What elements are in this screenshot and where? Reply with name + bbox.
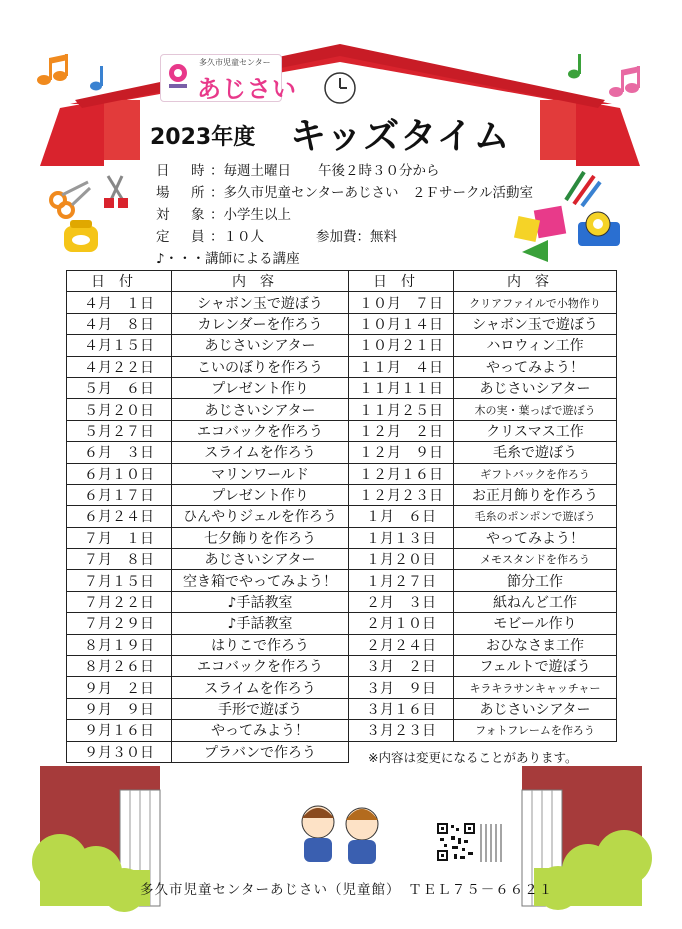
cell-content: はりこで作ろう bbox=[172, 634, 349, 655]
cell-content: 毛糸のポンポンで遊ぼう bbox=[454, 506, 617, 527]
cell-content: 毛糸で遊ぼう bbox=[454, 442, 617, 463]
cell-date: ６月 ３日 bbox=[67, 442, 172, 463]
cell-date: ６月１７日 bbox=[67, 484, 172, 505]
cell-content: おひなさま工作 bbox=[454, 634, 617, 655]
cell-content: クリアファイルで小物作り bbox=[454, 292, 617, 313]
table-row bbox=[67, 420, 617, 441]
cell-date: ５月２７日 bbox=[67, 420, 172, 441]
cell-content: 空き箱でやってみよう！ bbox=[172, 570, 349, 591]
cell-content: やってみよう！ bbox=[454, 356, 617, 377]
cell-content: ハロウィン工作 bbox=[454, 335, 617, 356]
qr-code-icon bbox=[436, 822, 476, 862]
cell-content: クリスマス工作 bbox=[454, 420, 617, 441]
music-note-icon bbox=[37, 54, 68, 85]
table-row bbox=[67, 313, 617, 334]
cell-date: ３月２３日 bbox=[349, 720, 454, 741]
fee-label: 参加費：無料 bbox=[316, 229, 397, 245]
table-row bbox=[67, 720, 617, 741]
year-label: 2023年度 bbox=[150, 125, 256, 150]
cell-content: 手形で遊ぼう bbox=[172, 698, 349, 719]
tape-icon bbox=[578, 212, 620, 246]
clock-icon bbox=[325, 73, 355, 103]
cell-date: １０月１４日 bbox=[349, 313, 454, 334]
cell-content: エコバックを作ろう bbox=[172, 656, 349, 677]
cell-date: １１月 ４日 bbox=[349, 356, 454, 377]
cell-content: あじさいシアター bbox=[172, 549, 349, 570]
table-row bbox=[67, 442, 617, 463]
table-row bbox=[67, 698, 617, 719]
col-header-date: 日付 bbox=[349, 271, 454, 292]
cell-content: やってみよう！ bbox=[454, 527, 617, 548]
cell-date: １２月２３日 bbox=[349, 484, 454, 505]
cell-date: １月１３日 bbox=[349, 527, 454, 548]
pencils-icon bbox=[566, 172, 600, 206]
qr-caption-graphic bbox=[478, 822, 504, 864]
footer-contact: 多久市児童センターあじさい（児童館） ＴＥＬ７５－６６２１ bbox=[140, 882, 554, 898]
cell-date: ７月２２日 bbox=[67, 591, 172, 612]
cell-date: １０月２１日 bbox=[349, 335, 454, 356]
cell-date: ６月２４日 bbox=[67, 506, 172, 527]
cell-date: ３月 ２日 bbox=[349, 656, 454, 677]
cell-date: ４月 １日 bbox=[67, 292, 172, 313]
cell-content: 節分工作 bbox=[454, 570, 617, 591]
music-note-icon bbox=[568, 54, 581, 79]
cell-content: あじさいシアター bbox=[454, 698, 617, 719]
cell-date: ９月 ２日 bbox=[67, 677, 172, 698]
cell-content: エコバックを作ろう bbox=[172, 420, 349, 441]
cell-content: ひんやりジェルを作ろう bbox=[172, 506, 349, 527]
info-block bbox=[156, 160, 533, 270]
cell-content: こいのぼりを作ろう bbox=[172, 356, 349, 377]
table-row bbox=[67, 463, 617, 484]
logo-title: あじさい bbox=[197, 75, 297, 103]
cell-content: メモスタンドを作ろう bbox=[454, 549, 617, 570]
cell-date: ７月１５日 bbox=[67, 570, 172, 591]
table-row bbox=[67, 613, 617, 634]
cell-date: ９月３０日 bbox=[67, 741, 172, 762]
col-header-content: 内容 bbox=[454, 271, 617, 292]
table-row bbox=[67, 292, 617, 313]
cell-date: ４月２２日 bbox=[67, 356, 172, 377]
table-row bbox=[67, 506, 617, 527]
table-row bbox=[67, 484, 617, 505]
cell-date: ７月２９日 bbox=[67, 613, 172, 634]
cell-date: １２月１６日 bbox=[349, 463, 454, 484]
cell-content: やってみよう！ bbox=[172, 720, 349, 741]
cell-content: ギフトバックを作ろう bbox=[454, 463, 617, 484]
cell-date: １１月１１日 bbox=[349, 377, 454, 398]
schedule-table bbox=[66, 270, 617, 763]
cell-content: あじさいシアター bbox=[172, 335, 349, 356]
cell-date: ５月 ６日 bbox=[67, 377, 172, 398]
logo-subtitle: 多久市児童センター bbox=[199, 58, 271, 67]
cell-content: フォトフレームを作ろう bbox=[454, 720, 617, 741]
cell-content: マリンワールド bbox=[172, 463, 349, 484]
cell-date: ５月２０日 bbox=[67, 399, 172, 420]
cell-date: ２月２４日 bbox=[349, 634, 454, 655]
cell-content: プラバンで作ろう bbox=[172, 741, 349, 762]
cell-date: ８月２６日 bbox=[67, 656, 172, 677]
table-row bbox=[67, 677, 617, 698]
glue-icon bbox=[64, 220, 98, 252]
cell-content: 木の実・葉っぱで遊ぼう bbox=[454, 399, 617, 420]
table-row bbox=[67, 656, 617, 677]
cell-date: ２月 ３日 bbox=[349, 591, 454, 612]
children-icon bbox=[302, 806, 378, 864]
table-header-row bbox=[67, 271, 617, 292]
cell-date: １２月 ９日 bbox=[349, 442, 454, 463]
table-row bbox=[67, 549, 617, 570]
page-title: キッズタイム bbox=[290, 116, 511, 157]
cell-date: １月２０日 bbox=[349, 549, 454, 570]
info-row-datetime: 日 時 ：毎週土曜日 午後２時３０分から bbox=[156, 163, 440, 179]
cell-date: ３月 ９日 bbox=[349, 677, 454, 698]
table-row bbox=[67, 634, 617, 655]
col-header-date: 日付 bbox=[67, 271, 172, 292]
cell-content: スライムを作ろう bbox=[172, 442, 349, 463]
cell-content: あじさいシアター bbox=[454, 377, 617, 398]
music-note-icon bbox=[90, 66, 103, 91]
info-row-target: 対 象 ：小学生以上 bbox=[156, 207, 291, 223]
cell-content: あじさいシアター bbox=[172, 399, 349, 420]
table-row bbox=[67, 356, 617, 377]
cell-content: モビール作り bbox=[454, 613, 617, 634]
scissors-icon bbox=[104, 176, 128, 208]
cell-content: スライムを作ろう bbox=[172, 677, 349, 698]
cell-content: シャボン玉で遊ぼう bbox=[172, 292, 349, 313]
info-row-capacity: 定 員 ：１０人 参加費：無料 bbox=[156, 226, 533, 248]
cell-content: プレゼント作り bbox=[172, 484, 349, 505]
cell-content: フェルトで遊ぼう bbox=[454, 656, 617, 677]
table-row bbox=[67, 527, 617, 548]
cell-content: キラキラサンキャッチャー bbox=[454, 677, 617, 698]
cell-date: ７月 ８日 bbox=[67, 549, 172, 570]
cell-date: ９月 ９日 bbox=[67, 698, 172, 719]
table-row bbox=[67, 399, 617, 420]
cell-date: ９月１６日 bbox=[67, 720, 172, 741]
cell-content: カレンダーを作ろう bbox=[172, 313, 349, 334]
cell-date: １２月 ２日 bbox=[349, 420, 454, 441]
cell-date: ７月 １日 bbox=[67, 527, 172, 548]
cell-date: １月 ６日 bbox=[349, 506, 454, 527]
table-row bbox=[67, 335, 617, 356]
cell-content: ♪手話教室 bbox=[172, 591, 349, 612]
cell-content: 七夕飾りを作ろう bbox=[172, 527, 349, 548]
cell-content: プレゼント作り bbox=[172, 377, 349, 398]
table-row bbox=[67, 570, 617, 591]
cell-date: １月２７日 bbox=[349, 570, 454, 591]
cell-content: シャボン玉で遊ぼう bbox=[454, 313, 617, 334]
cell-date: １０月 ７日 bbox=[349, 292, 454, 313]
cell-date: ６月１０日 bbox=[67, 463, 172, 484]
info-row-legend: ♪・・・講師による講座 bbox=[156, 251, 300, 267]
table-row bbox=[67, 377, 617, 398]
cell-date: ３月１６日 bbox=[349, 698, 454, 719]
info-row-place: 場 所 ：多久市児童センターあじさい ２Ｆサークル活動室 bbox=[156, 185, 534, 201]
change-note: ※内容は変更になることがあります。 bbox=[368, 750, 578, 765]
hydrangea-icon bbox=[167, 63, 189, 89]
cell-date: １１月２５日 bbox=[349, 399, 454, 420]
cell-content: ♪手話教室 bbox=[172, 613, 349, 634]
music-note-icon bbox=[609, 66, 640, 97]
table-row bbox=[67, 591, 617, 612]
cell-date: ８月１９日 bbox=[67, 634, 172, 655]
cell-content: お正月飾りを作ろう bbox=[454, 484, 617, 505]
col-header-content: 内容 bbox=[172, 271, 349, 292]
schedule-body bbox=[67, 292, 617, 763]
logo bbox=[160, 54, 297, 103]
cell-date: ２月１０日 bbox=[349, 613, 454, 634]
cell-date: ４月１５日 bbox=[67, 335, 172, 356]
scissors-icon bbox=[51, 182, 90, 217]
cell-date: ４月 ８日 bbox=[67, 313, 172, 334]
cell-content: 紙ねんど工作 bbox=[454, 591, 617, 612]
